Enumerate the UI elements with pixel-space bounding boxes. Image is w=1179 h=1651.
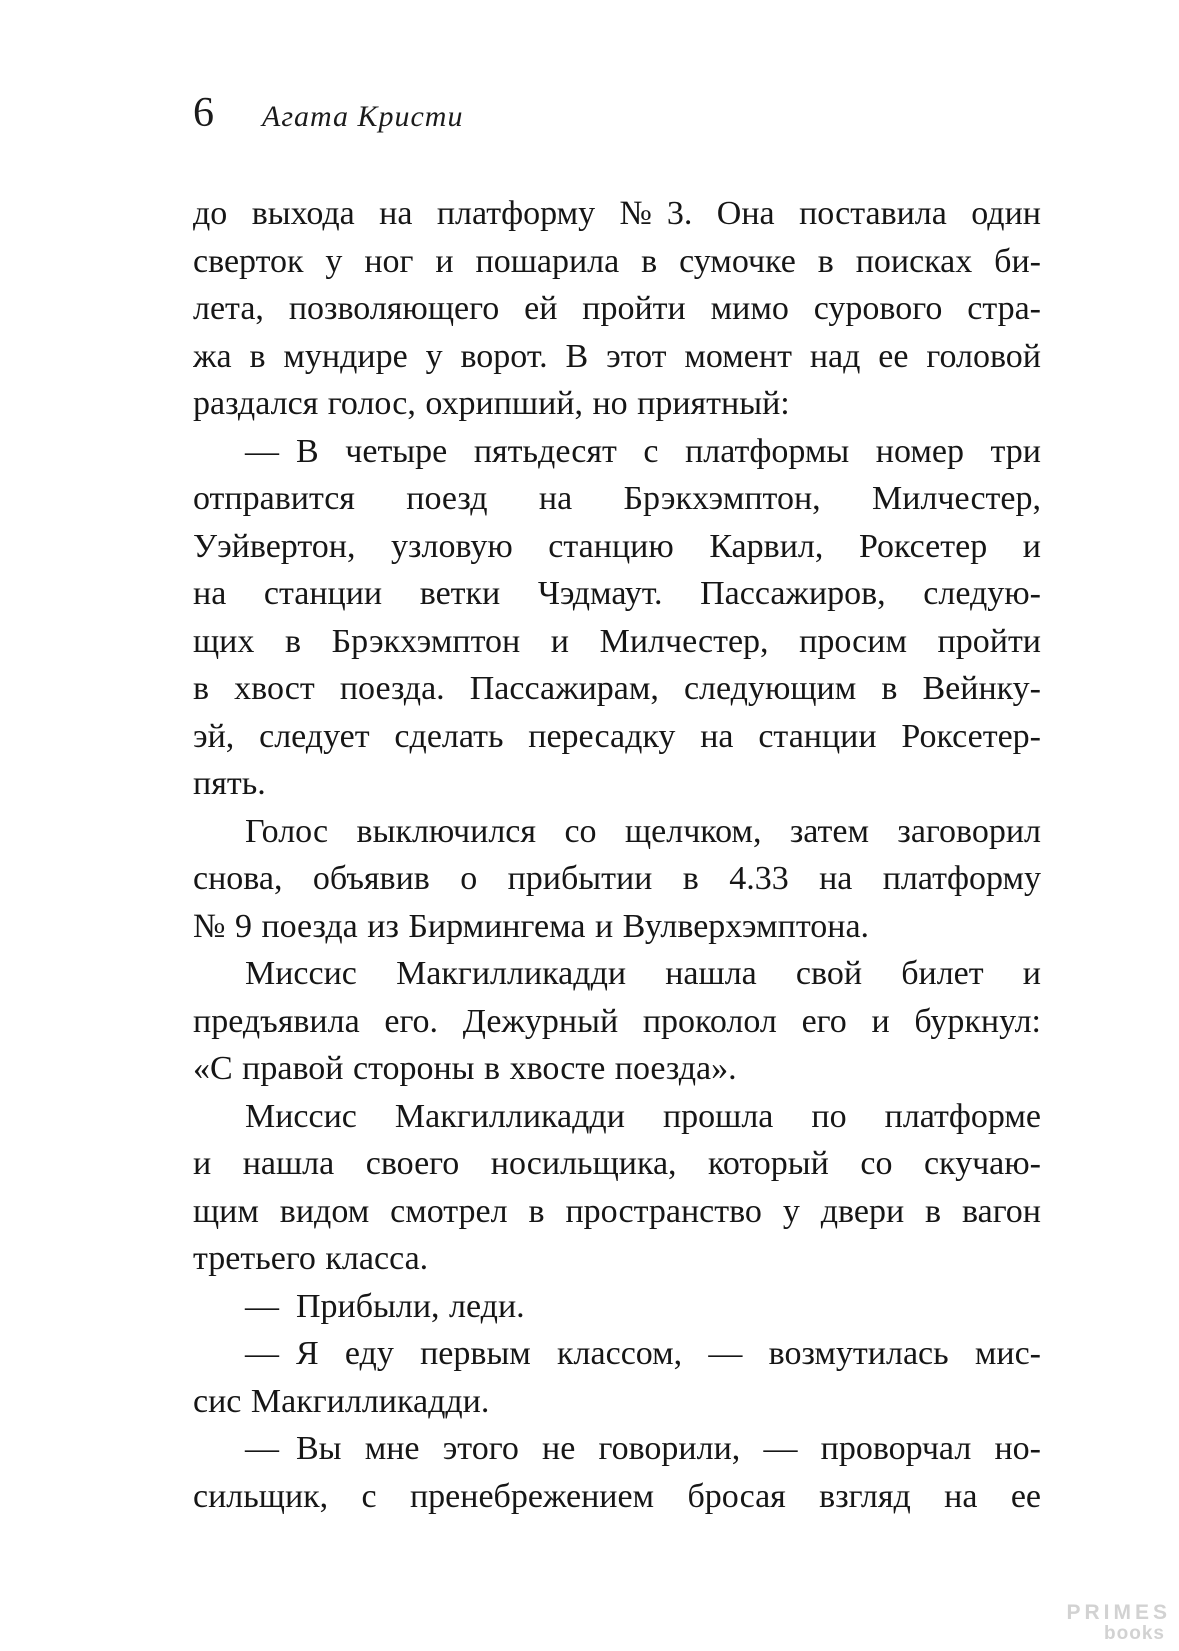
watermark-primes-label: PRIMES — [1066, 1601, 1171, 1624]
text-line: пять. — [193, 765, 266, 802]
text-line: в хвост поезда. Пассажирам, следующим в Вейнку- — [193, 670, 1041, 707]
watermark — [1066, 1602, 1171, 1643]
text-line: № 9 поезда из Бирмингема и Вулверхэмптона. — [193, 907, 870, 945]
text-line: раздался голос, охрипший, но приятный: — [193, 385, 790, 422]
text-line: — Прибыли, леди. — [245, 1287, 525, 1325]
text-line: снова, объявив о прибытии в 4.33 на платформу — [193, 860, 1041, 897]
text-line: сис Макгилликадди. — [193, 1382, 490, 1420]
text-line: Голос выключился со щелчком, затем заговорил — [245, 812, 1041, 850]
text-line: и нашла своего носильщика, который со скучаю- — [193, 1145, 1041, 1182]
text-line: щих в Брэкхэмптон и Милчестер, просим пройти — [193, 622, 1041, 660]
text-line: Миссис Макгилликадди нашла свой билет и — [245, 955, 1041, 992]
page-header — [193, 92, 463, 134]
text-line: сильщик, с пренебрежением бросая взгляд на ее — [193, 1477, 1041, 1515]
text-line: отправится поезд на Брэкхэмптон, Милчестер, — [193, 480, 1041, 517]
text-line: до выхода на платформу №3. Она поставила один — [193, 195, 1041, 232]
text-line: «С правой стороны в хвосте поезда». — [193, 1050, 737, 1087]
text-line: — Вы мне этого не говорили, — проворчал но- — [245, 1430, 1041, 1467]
text-line: Миссис Макгилликадди прошла по платформе — [245, 1097, 1041, 1135]
text-line: щим видом смотрел в пространство у двери в вагон — [193, 1192, 1041, 1230]
text-line: Уэйвертон, узловую станцию Карвил, Роксетер и — [193, 527, 1041, 565]
text-line: на станции ветки Чэдмаут. Пассажиров, следую- — [193, 575, 1041, 612]
text-line: предъявила его. Дежурный проколол его и буркнул: — [193, 1002, 1041, 1040]
body-text — [193, 190, 1041, 1520]
running-title: Агата Кристи — [262, 100, 464, 133]
text-line: лета, позволяющего ей пройти мимо сурового стра- — [193, 290, 1041, 327]
text-line: сверток у ног и пошарила в сумочке в поисках би- — [193, 242, 1041, 280]
text-line: — Я еду первым классом, — возмутилась мис- — [245, 1335, 1041, 1372]
page-number: 6 — [193, 90, 214, 136]
text-line: эй, следует сделать пересадку на станции Роксетер- — [193, 717, 1041, 755]
text-line: третьего класса. — [193, 1240, 429, 1277]
text-line: жа в мундире у ворот. В этот момент над ее головой — [193, 337, 1041, 375]
text-line: — В четыре пятьдесят с платформы номер три — [245, 432, 1041, 470]
watermark-books-label: books — [1104, 1623, 1165, 1644]
